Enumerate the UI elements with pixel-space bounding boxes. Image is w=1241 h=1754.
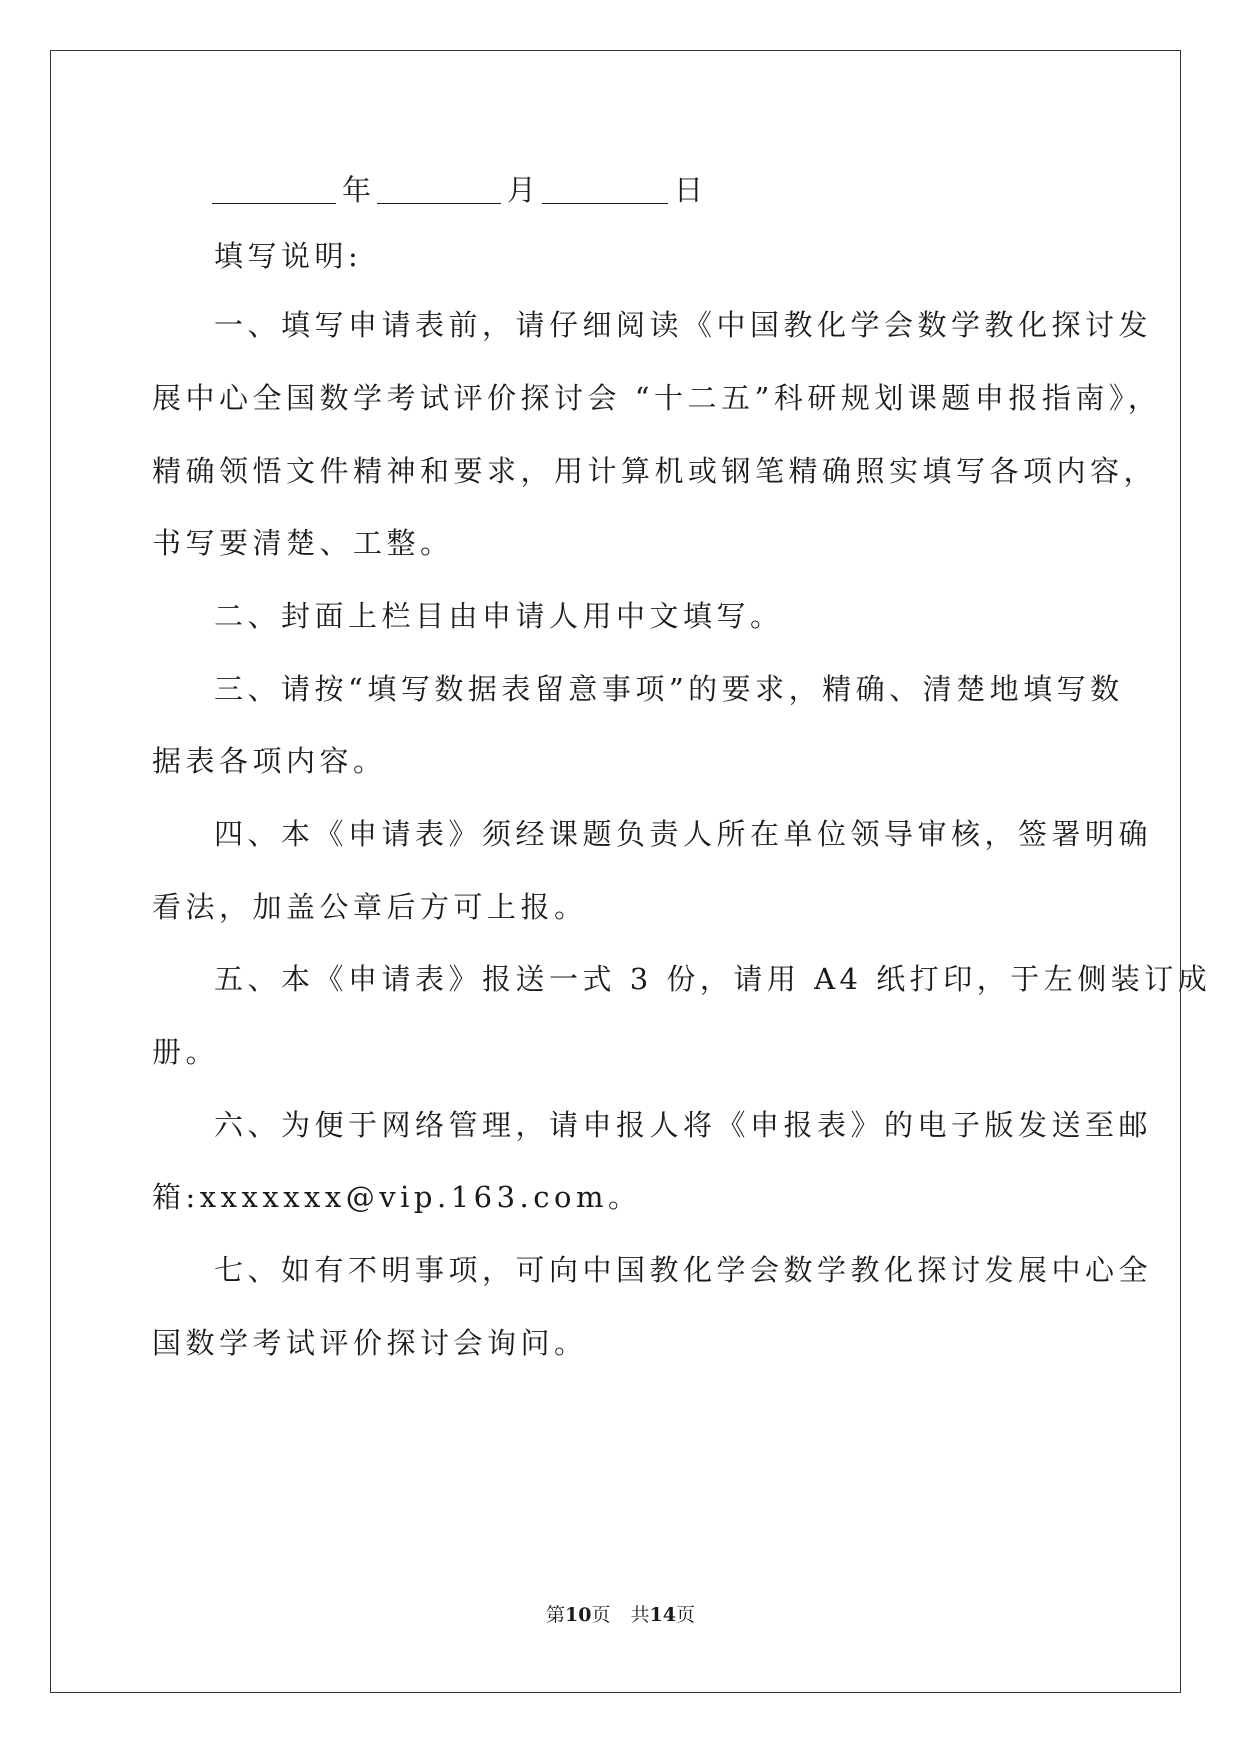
instruction-line: 一、填写申请表前，请仔细阅读《中国教化学会数学教化探讨发 (214, 308, 1153, 342)
total-suffix: 页 (675, 1604, 695, 1626)
instruction-line: 展中心全国数学考试评价探讨会 “十二五”科研规划课题申报指南》， (152, 381, 1162, 415)
instruction-line: 五、本《申请表》报送一式 3 份，请用 A4 纸打印，于左侧装订成 (214, 962, 1212, 996)
year-label: 年 (342, 173, 372, 207)
instruction-line: 三、请按“填写数据表留意事项”的要求，精确、清楚地填写数 (214, 672, 1124, 706)
instruction-line: 书写要清楚、工整。 (152, 526, 454, 560)
instruction-line: 七、如有不明事项，可向中国教化学会数学教化探讨发展中心全 (214, 1253, 1153, 1287)
instruction-line: 二、封面上栏目由申请人用中文填写。 (214, 599, 784, 633)
instruction-line: 册。 (152, 1035, 220, 1069)
month-label: 月 (507, 173, 537, 207)
day-blank[interactable] (542, 173, 668, 204)
page-footer (0, 1600, 1241, 1627)
page-border (50, 50, 1181, 1693)
instruction-line: 六、为便于网络管理，请申报人将《申报表》的电子版发送至邮 (214, 1108, 1153, 1142)
page-prefix: 第 (546, 1604, 566, 1626)
instruction-line: 精确领悟文件精神和要求，用计算机或钢笔精确照实填写各项内容， (152, 454, 1158, 488)
instruction-line: 国数学考试评价探讨会询问。 (152, 1326, 588, 1360)
total-prefix: 共 (630, 1604, 650, 1626)
instruction-line: 看法，加盖公章后方可上报。 (152, 890, 588, 924)
instruction-line: 四、本《申请表》须经课题负责人所在单位领导审核，签署明确 (214, 817, 1153, 851)
day-label: 日 (674, 173, 704, 207)
year-blank[interactable] (212, 173, 336, 204)
page-current: 10 (565, 1604, 592, 1626)
instruction-line: 据表各项内容。 (152, 744, 387, 778)
date-fill-line (212, 170, 709, 210)
page-suffix: 页 (591, 1604, 611, 1626)
email-line: 箱:xxxxxxx@vip.163.com。 (152, 1180, 642, 1214)
instructions-heading: 填写说明: (214, 239, 363, 273)
page-total: 14 (649, 1604, 676, 1626)
month-blank[interactable] (377, 173, 501, 204)
